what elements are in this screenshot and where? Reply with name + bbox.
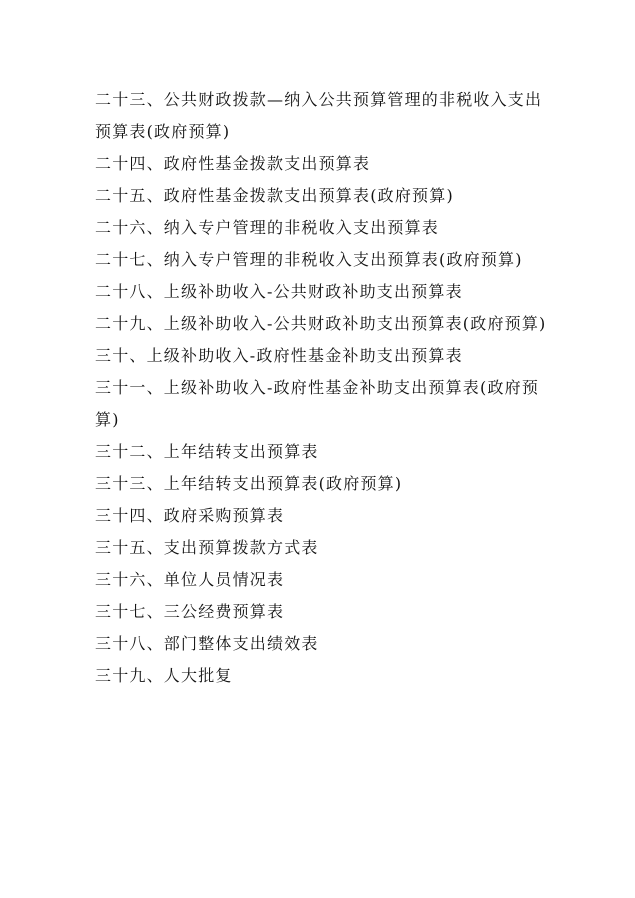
toc-item: 二十六、纳入专户管理的非税收入支出预算表 bbox=[95, 218, 440, 237]
toc-item: 三十一、上级补助收入-政府性基金补助支出预算表(政府预算) bbox=[95, 378, 540, 429]
toc-item: 三十、上级补助收入-政府性基金补助支出预算表 bbox=[95, 346, 463, 365]
toc-item: 二十三、公共财政拨款—纳入公共预算管理的非税收入支出预算表(政府预算) bbox=[95, 90, 543, 141]
toc-item: 三十六、单位人员情况表 bbox=[95, 570, 285, 589]
toc-item: 三十八、部门整体支出绩效表 bbox=[95, 634, 319, 653]
table-of-contents bbox=[95, 84, 550, 692]
toc-item: 二十四、政府性基金拨款支出预算表 bbox=[95, 154, 371, 173]
toc-item: 二十九、上级补助收入-公共财政补助支出预算表(政府预算) bbox=[95, 314, 547, 333]
toc-item: 三十七、三公经费预算表 bbox=[95, 602, 285, 621]
toc-item: 二十七、纳入专户管理的非税收入支出预算表(政府预算) bbox=[95, 250, 523, 269]
toc-item: 二十五、政府性基金拨款支出预算表(政府预算) bbox=[95, 186, 454, 205]
toc-item: 三十二、上年结转支出预算表 bbox=[95, 442, 319, 461]
toc-item: 二十八、上级补助收入-公共财政补助支出预算表 bbox=[95, 282, 463, 301]
toc-item: 三十三、上年结转支出预算表(政府预算) bbox=[95, 474, 403, 493]
toc-item: 三十五、支出预算拨款方式表 bbox=[95, 538, 319, 557]
toc-item: 三十九、人大批复 bbox=[95, 666, 233, 685]
toc-item: 三十四、政府采购预算表 bbox=[95, 506, 285, 525]
